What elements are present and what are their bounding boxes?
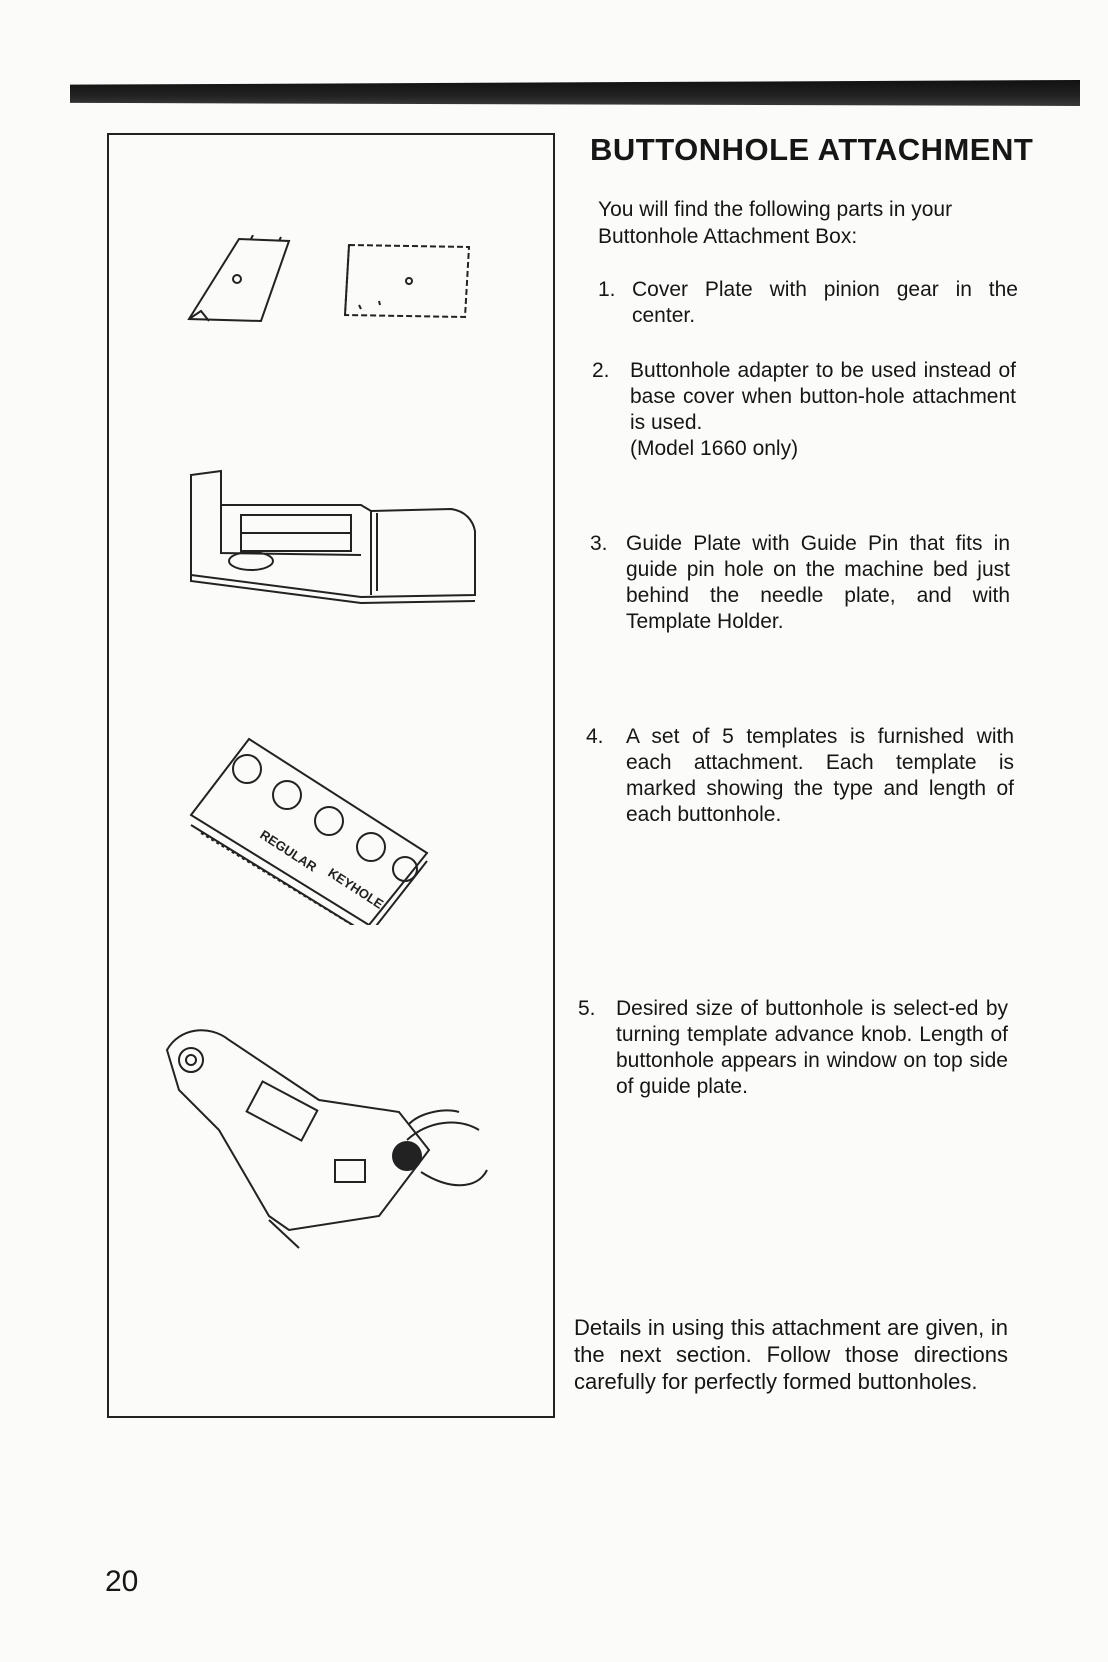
item-number: 3.	[590, 532, 608, 555]
top-rule-bar	[70, 80, 1080, 106]
page-number: 20	[105, 1565, 139, 1598]
item-text: A set of 5 templates is furnished with each attachment. Each template is marked showing the type and length of each buttonhole.	[626, 725, 1014, 826]
closing-paragraph: Details in using this attachment are given, in the next section. Follow those directions carefully for perfectly formed buttonholes.	[574, 1315, 1008, 1394]
intro-paragraph: You will find the following parts in your Buttonhole Attachment Box:	[598, 198, 953, 248]
template-label-regular: REGULAR	[257, 826, 320, 875]
item-note: (Model 1660 only)	[630, 437, 799, 460]
item-text: Desired size of buttonhole is select-ed by turning template advance knob. Length of buttonhole appears in window on top side of guide plate.	[616, 997, 1008, 1098]
list-item	[592, 358, 1018, 468]
list-item	[578, 996, 1018, 1106]
page-title: BUTTONHOLE ATTACHMENT	[590, 132, 1034, 167]
item-number: 2.	[592, 359, 610, 382]
advance-knob-illustration	[159, 1020, 489, 1250]
item-number: 4.	[586, 725, 604, 748]
guide-plate-illustration	[181, 465, 491, 605]
cover-plate-and-adapter-illustration	[149, 235, 479, 345]
list-item	[586, 724, 1018, 834]
item-text: Guide Plate with Guide Pin that fits in guide pin hole on the machine bed just behind the needle plate, and with Template Holder.	[626, 532, 1010, 633]
template-label-keyhole: KEYHOLE	[325, 864, 387, 912]
item-number: 1.	[598, 278, 616, 301]
item-number: 5.	[578, 997, 596, 1020]
list-item	[590, 531, 1018, 641]
item-text: Cover Plate with pinion gear in the center.	[632, 278, 1018, 327]
illustration-panel	[107, 133, 555, 1418]
list-item	[598, 277, 1018, 333]
item-text: Buttonhole adapter to be used instead of base cover when button-hole attachment is used.	[630, 359, 1016, 434]
templates-illustration	[179, 725, 439, 925]
